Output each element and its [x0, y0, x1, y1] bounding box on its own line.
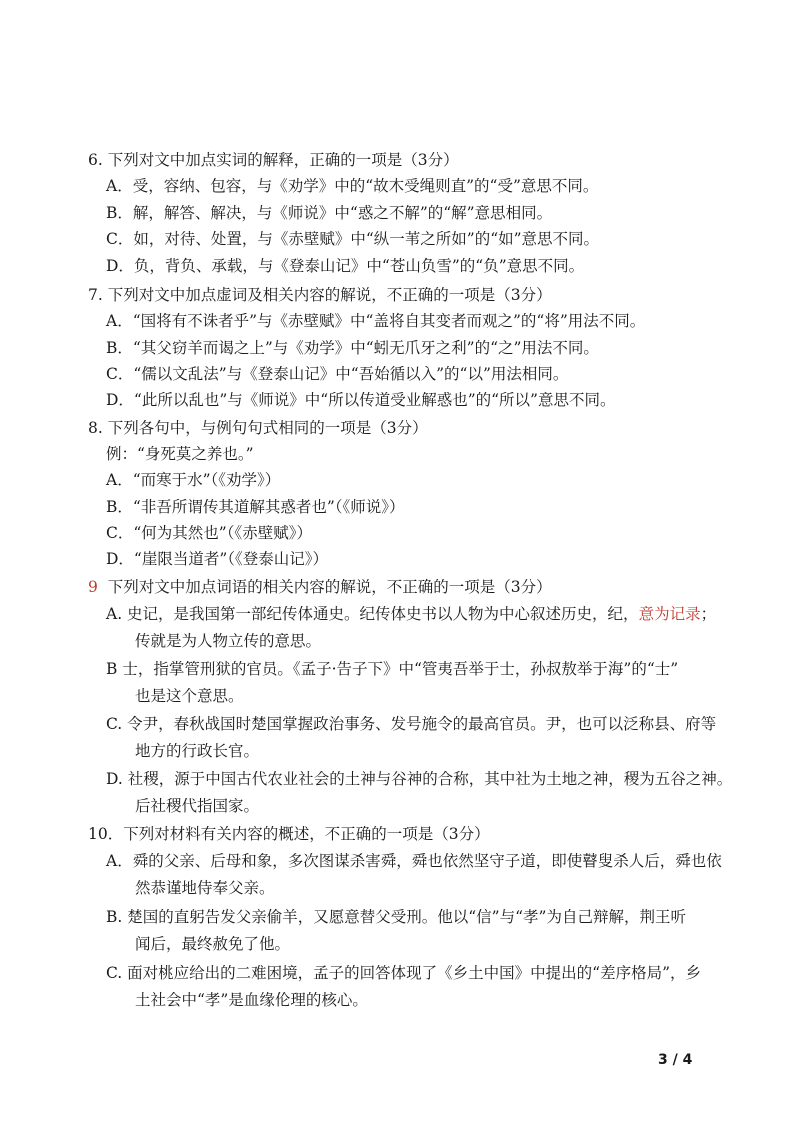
q9-option-a-line1 — [106, 604, 716, 624]
q9-option-a-text: A. 史记，是我国第一部纪传体通史。纪传体史书以人物为中心叙述历史，纪， — [106, 605, 639, 623]
q8-option-d: D．“崖限当道者”（《登泰山记》） — [106, 550, 329, 568]
q8-example: 例：“身死莫之养也。” — [106, 445, 254, 463]
q10-option-c-line2: 土社会中“孝”是血缘伦理的核心。 — [135, 991, 368, 1009]
page-number: 3 / 4 — [658, 1052, 693, 1068]
q9-option-a-punct: ； — [700, 605, 717, 623]
q9-option-d-line2: 后社稷代指国家。 — [135, 797, 260, 815]
q10-stem: 10．下列对材料有关内容的概述，不正确的一项是（3分） — [88, 825, 490, 843]
q7-option-d: D．“此所以乱也”与《师说》中“所以传道受业解惑也”的“所以”意思不同。 — [106, 391, 616, 409]
q9-option-c-line2: 地方的行政长官。 — [135, 742, 260, 760]
q6-stem: 6. 下列对文中加点实词的解释，正确的一项是（3分） — [88, 151, 459, 169]
q6-option-d: D．负，背负、承载，与《登泰山记》中“苍山负雪”的“负”意思不同。 — [106, 257, 585, 275]
q7-option-c: C．“儒以文乱法”与《登泰山记》中“吾始循以入”的“以”用法相同。 — [106, 365, 569, 383]
q8-option-a: A．“而寒于水”（《劝学》） — [106, 471, 281, 489]
q9-option-d-line1: D. 社稷，源于中国古代农业社会的土神与谷神的合称，其中社为土地之神，稷为五谷之神。 — [106, 770, 733, 788]
q9-option-b-line2: 也是这个意思。 — [135, 687, 244, 705]
q9-stem-line — [88, 577, 552, 597]
q9-option-b-line1: B 士，指掌管刑狱的官员。《孟子·告子下》中“管夷吾举于士，孙叔敖举于海”的“士” — [106, 660, 679, 678]
q6-option-b: B．解，解答、解决，与《师说》中“惑之不解”的“解”意思相同。 — [106, 204, 553, 222]
q8-option-b: B．“非吾所谓传其道解其惑者也”（《师说》） — [106, 498, 405, 516]
q7-stem: 7. 下列对文中加点虚词及相关内容的解说，不正确的一项是（3分） — [88, 286, 552, 304]
q10-option-b-line1: B. 楚国的直躬告发父亲偷羊，又愿意替父受刑。他以“信”与“孝”为自己辩解，荆王听 — [106, 908, 686, 926]
q7-option-a: A．“国将有不诛者乎”与《赤壁赋》中“盖将自其变者而观之”的“将”用法不同。 — [106, 312, 646, 330]
q9-number: 9 — [88, 578, 98, 596]
q6-option-c: C．如，对待、处置，与《赤壁赋》中“纵一苇之所如”的“如”意思不同。 — [106, 230, 600, 248]
q10-option-a-line2: 然恭谨地侍奉父亲。 — [135, 879, 275, 897]
q10-option-b-line2: 闻后，最终赦免了他。 — [135, 935, 291, 953]
q6-option-a: A．受，容纳、包容，与《劝学》中的“故木受绳则直”的“受”意思不同。 — [106, 177, 599, 195]
q10-option-c-line1: C. 面对桃应给出的二难困境，孟子的回答体现了《乡土中国》中提出的“差序格局”，乡 — [106, 964, 702, 982]
q10-option-a-line1: A．舜的父亲、后母和象，多次图谋杀害舜，舜也依然坚守子道，即使瞽叟杀人后，舜也依 — [106, 852, 722, 870]
q7-option-b: B．“其父窃羊而谒之上”与《劝学》中“蚓无爪牙之利”的“之”用法不同。 — [106, 339, 599, 357]
q8-option-c: C．“何为其然也”（《赤壁赋》） — [106, 524, 312, 542]
q9-option-a-red-annotation: 意为记录 — [638, 605, 701, 623]
q9-stem: 下列对文中加点词语的相关内容的解说，不正确的一项是（3分） — [107, 578, 552, 596]
q8-stem: 8. 下列各句中，与例句句式相同的一项是（3分） — [88, 419, 428, 437]
q9-option-a-line2: 传就是为人物立传的意思。 — [135, 632, 322, 650]
q9-option-c-line1: C. 令尹，春秋战国时楚国掌握政治事务、发号施令的最高官员。尹，也可以泛称县、府等 — [106, 715, 717, 733]
